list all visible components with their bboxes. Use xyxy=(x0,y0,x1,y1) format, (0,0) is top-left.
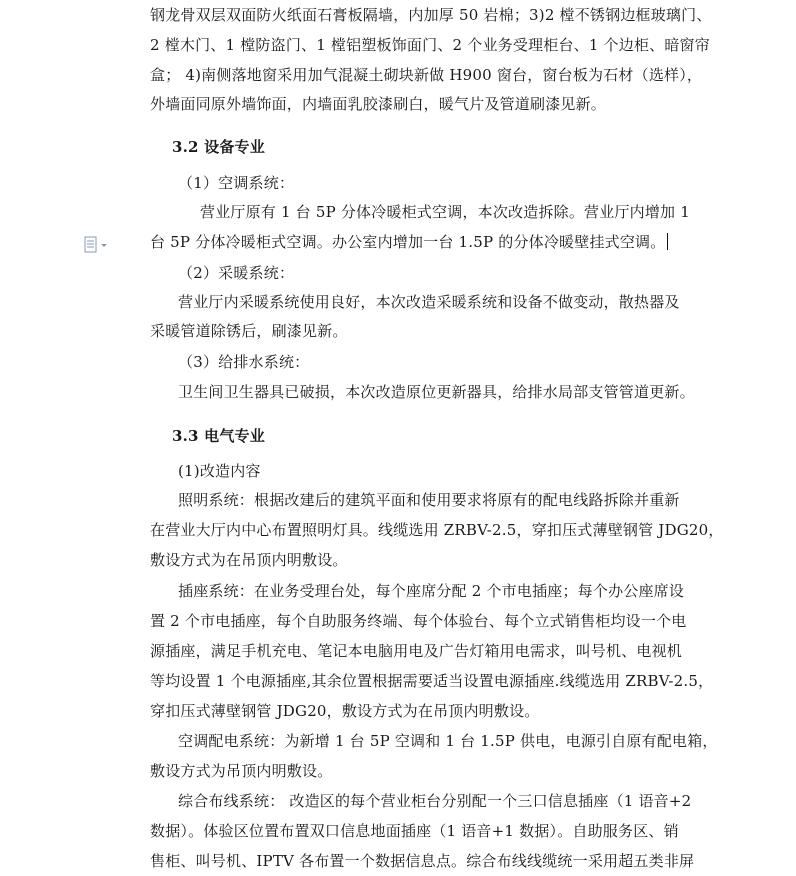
section-heading-3-2: 3.2 设备专业 xyxy=(172,138,265,156)
body-line: 综合布线系统： 改造区的每个营业柜台分别配一个三口信息插座（1 语音+2 xyxy=(178,792,692,810)
body-line: 置 2 个市电插座，每个自助服务终端、每个体验台、每个立式销售柜均设一个电 xyxy=(150,612,687,630)
text-cursor xyxy=(667,233,668,250)
body-line: 营业厅原有 1 台 5P 分体冷暖柜式空调，本次改造拆除。营业厅内增加 1 xyxy=(200,203,690,221)
body-line: 营业厅内采暖系统使用良好，本次改造采暖系统和设备不做变动，散热器及 xyxy=(178,293,680,311)
body-line: 穿扣压式薄壁钢管 JDG20，敷设方式为在吊顶内明敷设。 xyxy=(150,702,540,720)
body-line: 钢龙骨双层双面防火纸面石膏板隔墙，内加厚 50 岩棉；3)2 樘不锈钢边框玻璃门、 xyxy=(150,6,712,24)
body-line: 售柜、叫号机、IPTV 各布置一个数据信息点。综合布线线缆统一采用超五类非屏 xyxy=(150,852,695,870)
body-line: 卫生间卫生器具已破损，本次改造原位更新器具，给排水局部支管管道更新。 xyxy=(178,383,695,401)
body-line: 在营业大厅内中心布置照明灯具。线缆选用 ZRBV-2.5，穿扣压式薄壁钢管 JDG20， xyxy=(150,521,724,539)
body-line: 照明系统：根据改建后的建筑平面和使用要求将原有的配电线路拆除并重新 xyxy=(178,491,680,509)
body-line: 插座系统：在业务受理台处，每个座席分配 2 个市电插座；每个办公座席设 xyxy=(178,582,685,600)
paragraph-options-icon[interactable] xyxy=(84,236,110,254)
body-line: 外墙面同原外墙饰面，内墙面乳胶漆刷白，暖气片及管道刷漆见新。 xyxy=(150,95,607,113)
body-line: 2 樘木门、1 樘防盗门、1 樘铝塑板饰面门、2 个业务受理柜台、1 个边柜、暗窗帘 xyxy=(150,36,710,54)
body-line: 采暖管道除锈后，刷漆见新。 xyxy=(150,322,348,340)
body-line: 空调配电系统：为新增 1 台 5P 空调和 1 台 1.5P 供电，电源引自原有配电箱， xyxy=(178,732,718,750)
section-heading-3-3: 3.3 电气专业 xyxy=(172,427,265,445)
body-line: 源插座，满足手机充电、笔记本电脑用电及广告灯箱用电需求，叫号机、电视机 xyxy=(150,642,683,660)
subsection-title: （3）给排水系统： xyxy=(178,353,310,371)
body-line: 盒； 4)南侧落地窗采用加气混凝土砌块新做 H900 窗台，窗台板为石材（选样）， xyxy=(150,66,703,84)
body-line: 敷设方式为吊顶内明敷设。 xyxy=(150,762,333,780)
subsection-title: （1）空调系统： xyxy=(178,174,295,192)
body-line: 数据）。体验区位置布置双口信息地面插座（1 语音+1 数据）。自助服务区、销 xyxy=(150,822,679,840)
subsection-title: (1)改造内容 xyxy=(178,462,261,480)
body-line xyxy=(150,232,690,252)
subsection-title: （2）采暖系统： xyxy=(178,264,295,282)
body-line: 敷设方式为在吊顶内明敷设。 xyxy=(150,551,348,569)
body-line-text: 台 5P 分体冷暖柜式空调。办公室内增加一台 1.5P 的分体冷暖壁挂式空调。 xyxy=(150,233,666,251)
body-line: 等均设置 1 个电源插座,其余位置根据需要适当设置电源插座.线缆选用 ZRBV-2.5， xyxy=(150,672,714,690)
